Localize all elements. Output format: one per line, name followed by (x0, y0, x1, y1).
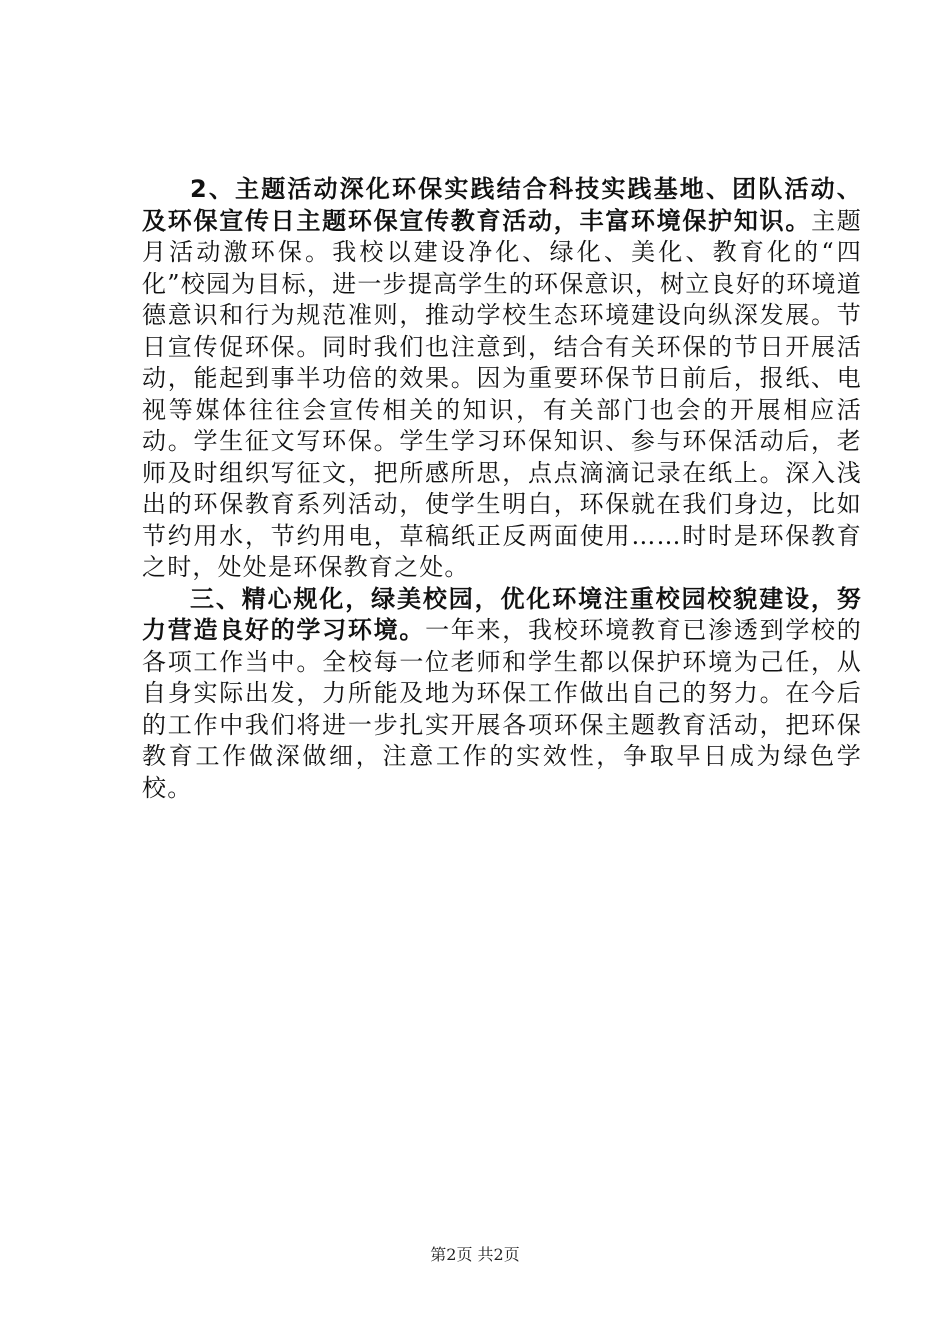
paragraph-activities (142, 174, 862, 584)
paragraph-heading: 三、精心规化，绿美校园，优化环境注重校园校貌建设，努力营造良好的学习环境。 (142, 584, 862, 644)
paragraph-text: 主题月活动激环保。我校以建设净化、绿化、美化、教育化的“四化”校园为目标，进一步提高学生的环保意识，树立良好的环境道德意识和行为规范准则，推动学校生态环境建设向纵深发展。节日宣传促环保。同时我们也注意到，结合有关环保的节日开展活动，能起到事半功倍的效果。因为重要环保节日前后，报纸、电视等媒体往往会宣传相关的知识，有关部门也会的开展相应活动。学生征文写环保。学生学习环保知识、参与环保活动后，老师及时组织写征文，把所感所思，点点滴滴记录在纸上。深入浅出的环保教育系列活动，使学生明白，环保就在我们身边，比如节约用水，节约用电，草稿纸正反两面使用……时时是环保教育之时，处处是环保教育之处。 (142, 206, 862, 581)
paragraph-text: 一年来，我校环境教育已渗透到学校的各项工作当中。全校每一位老师和学生都以保护环境为己任，从自身实际出发，力所能及地为环保工作做出自己的努力。在今后的工作中我们将进一步扎实开展各项环保主题教育活动，把环保教育工作做深做细，注意工作的实效性，争取早日成为绿色学校。 (142, 616, 862, 802)
paragraph-campus (142, 584, 862, 805)
document-body (142, 174, 862, 804)
page-number: 第2页 共2页 (430, 1245, 520, 1264)
paragraph-heading: 2、主题活动深化环保实践结合科技实践基地、团队活动、及环保宣传日主题环保宣传教育活动，丰富环境保护知识。 (142, 175, 862, 235)
page-footer (0, 1242, 950, 1265)
